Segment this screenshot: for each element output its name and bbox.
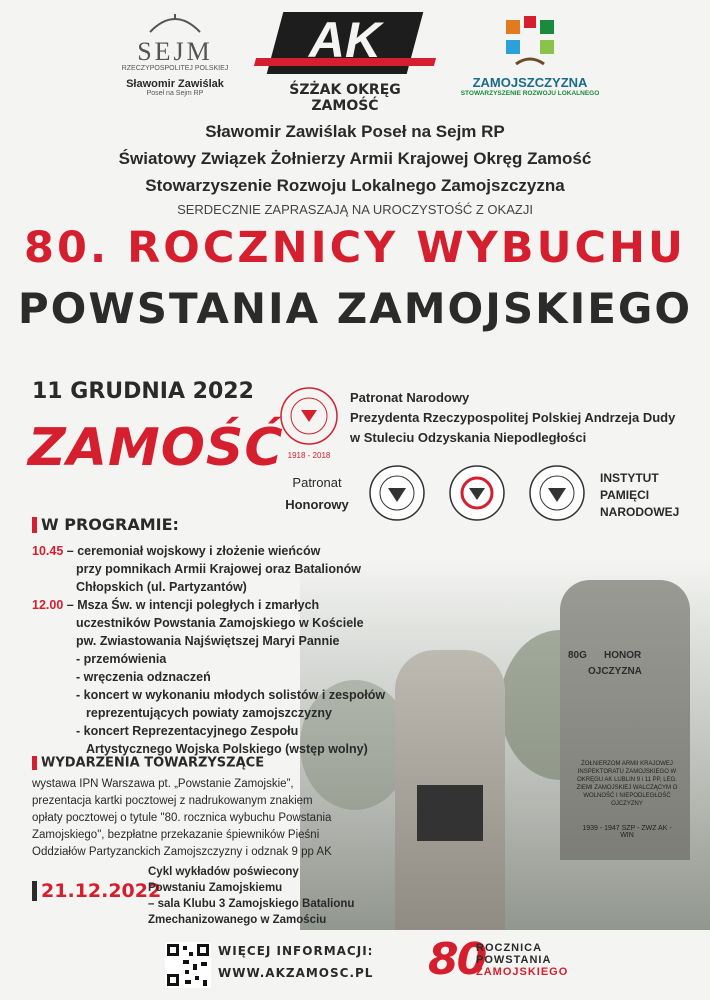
sejm-role: Poseł na Sejm RP xyxy=(146,90,204,97)
program-item-1200 xyxy=(32,596,412,650)
honorary-line-2: Honorowy xyxy=(285,497,349,512)
sejm-dome-icon xyxy=(145,12,205,34)
lecture-line: Cykl wykładów poświecony xyxy=(148,866,299,878)
invite-text: SERDECZNIE ZAPRASZAJĄ NA UROCZYSTOŚĆ Z OKAZJI xyxy=(177,202,533,217)
ipn-line-1: INSTYTUT xyxy=(600,471,659,485)
monument-right xyxy=(560,580,690,860)
program-heading xyxy=(32,515,179,534)
independence-badge xyxy=(276,386,342,460)
program-sub-line: - koncert w wykonaniu młodych solistów i zespołów xyxy=(76,688,386,702)
program-sub-line: reprezentujących powiaty zamojszczyzny xyxy=(86,706,332,720)
lecture-date xyxy=(32,880,161,902)
program-line: uczestników Powstania Zamojskiego w Kościele xyxy=(76,616,364,630)
honorary-line-1: Patronat xyxy=(292,475,342,490)
program-line: pw. Zwiastowania Najświętszej Maryi Pannie xyxy=(76,634,340,648)
eagle-seal-icon xyxy=(279,386,339,446)
ak-letters: AK xyxy=(308,12,382,68)
sejm-logo xyxy=(110,12,240,97)
organizers xyxy=(0,118,710,199)
monument-text-ojczyzna: OJCZYZNA xyxy=(588,666,642,677)
zamojszczyzna-logo xyxy=(455,14,605,97)
sejm-word: SEJM xyxy=(137,37,213,66)
lecture-date-text: 21.12.2022 xyxy=(41,880,162,902)
lecture-line: Powstaniu Zamojskiemu xyxy=(148,882,283,894)
lecture-line: Zmechanizowanego w Zamościu xyxy=(148,914,327,926)
sejm-name: Sławomir Zawiślak xyxy=(126,78,224,90)
anniversary-line-2: POWSTANIA xyxy=(476,954,552,966)
program-item-1045 xyxy=(32,542,412,596)
program-line: – Msza Św. w intencji poległych i zmarłych xyxy=(66,598,320,612)
program-sub-line: - wręczenia odznaczeń xyxy=(76,670,211,684)
ak-sub: ŚZŻAK OKRĘG ZAMOŚĆ xyxy=(289,82,401,114)
title-line-2: POWSTANIA ZAMOJSKIEGO xyxy=(17,284,693,333)
events-heading-text: WYDARZENIA TOWARZYSZĄCE xyxy=(41,755,265,771)
program-time-1200: 12.00 xyxy=(32,598,64,612)
anniversary-number: 80 xyxy=(428,934,486,985)
monument-years: 1939 - 1947 SZP - ZWZ AK - WIN xyxy=(582,825,672,839)
lecture-text xyxy=(148,864,354,928)
monument-text-80g: 80G xyxy=(568,650,587,661)
more-info-label: WIĘCEJ INFORMACJI: xyxy=(218,944,374,958)
lecture-marker xyxy=(32,881,37,901)
program-line: przy pomnikach Armii Krajowej oraz Batalionów xyxy=(76,562,362,576)
event-date: 11 GRUDNIA 2022 xyxy=(32,379,254,404)
patronage-line-3: w Stuleciu Odzyskania Niepodległości xyxy=(350,430,587,445)
events-heading xyxy=(32,754,264,772)
patronage-line-1: Patronat Narodowy xyxy=(350,390,470,405)
zam-sub: STOWARZYSZENIE ROZWOJU LOKALNEGO xyxy=(460,90,600,97)
arrows-icon xyxy=(500,14,560,70)
qr-code-icon[interactable] xyxy=(165,942,211,988)
monument-left-plaque xyxy=(417,785,483,841)
military-seal-icon xyxy=(368,464,426,522)
program-list xyxy=(32,542,412,758)
zam-name: ZAMOJSZCZYZNA xyxy=(472,75,588,90)
program-line: Chłopskich (ul. Partyzantów) xyxy=(76,580,247,594)
organizer-1: Sławomir Zawiślak Poseł na Sejm RP xyxy=(205,122,505,141)
monument-plaque-text: ŻOŁNIERZOM ARMII KRAJOWEJ INSPEKTORATU ZAMOJSKIEGO W OKRĘGU AK LUBLIN 9 i 11 PP, LEG. ZIEMI ZAMOJSKIEJ WALCZĄCYM O WOLNOŚĆ I NIEPODLEGŁOŚĆ OJCZYZNY xyxy=(576,761,678,807)
events-line: prezentacja kartki pocztowej z nadrukowanym znakiem xyxy=(32,795,313,807)
lecture-line: – sala Klubu 3 Zamojskiego Batalionu xyxy=(148,898,355,910)
footer xyxy=(0,930,710,1000)
program-time-1045: 10.45 xyxy=(32,544,64,558)
anniversary-text xyxy=(476,942,568,978)
program-line: – ceremoniał wojskowy i złożenie wieńców xyxy=(66,544,321,558)
program-marker xyxy=(32,517,37,533)
program-sub-line: Artystycznego Wojska Polskiego (wstęp wolny) xyxy=(86,742,368,756)
events-line: Oddziałów Partyzanckich Zamojszczyzny i odznak 9 pp AK xyxy=(32,846,332,858)
ipn-name xyxy=(600,470,679,521)
anniversary-line-3: ZAMOJSKIEGO xyxy=(476,966,569,978)
veterans-office-seal-icon xyxy=(448,464,506,522)
event-city: ZAMOŚĆ xyxy=(28,418,284,478)
patronage-honorary xyxy=(272,472,362,516)
events-line: opłaty pocztowej o tytule "80. rocznica wybuchu Powstania xyxy=(32,812,332,824)
organizer-2: Światowy Związek Żołnierzy Armii Krajowej Okręg Zamość xyxy=(118,149,592,168)
program-sub-line: - przemówienia xyxy=(76,652,167,666)
patronage-national xyxy=(350,388,675,448)
program-heading-text: W PROGRAMIE: xyxy=(41,515,179,534)
ipn-seal-icon xyxy=(528,464,586,522)
anniversary-line-1: ROCZNICA xyxy=(476,942,543,954)
patronage-line-2: Prezydenta Rzeczypospolitej Polskiej Andrzeja Dudy xyxy=(350,410,676,425)
badge-years: 1918 - 2018 xyxy=(287,451,331,460)
website-link[interactable]: WWW.AKZAMOSC.PL xyxy=(218,966,374,980)
events-line: wystawa IPN Warszawa pt. „Powstanie Zamojskie”, xyxy=(32,778,294,790)
sejm-sub: RZECZYPOSPOLITEJ POLSKIEJ xyxy=(121,65,229,72)
ipn-line-3: NARODOWEJ xyxy=(600,505,680,519)
title-line-1: 80. ROCZNICY WYBUCHU xyxy=(24,223,686,273)
events-marker xyxy=(32,756,37,770)
organizer-3: Stowarzyszenie Rozwoju Lokalnego Zamojszczyzna xyxy=(145,176,565,195)
ipn-line-2: PAMIĘCI xyxy=(600,488,650,502)
program-sub-line: - koncert Reprezentacyjnego Zespołu xyxy=(76,724,299,738)
events-line: Zamojskiego", bezpłatne przekazanie śpiewników Pieśni xyxy=(32,829,320,841)
monument-text-honor: HONOR xyxy=(604,650,642,661)
events-text xyxy=(32,776,362,861)
ak-logo xyxy=(255,12,435,114)
